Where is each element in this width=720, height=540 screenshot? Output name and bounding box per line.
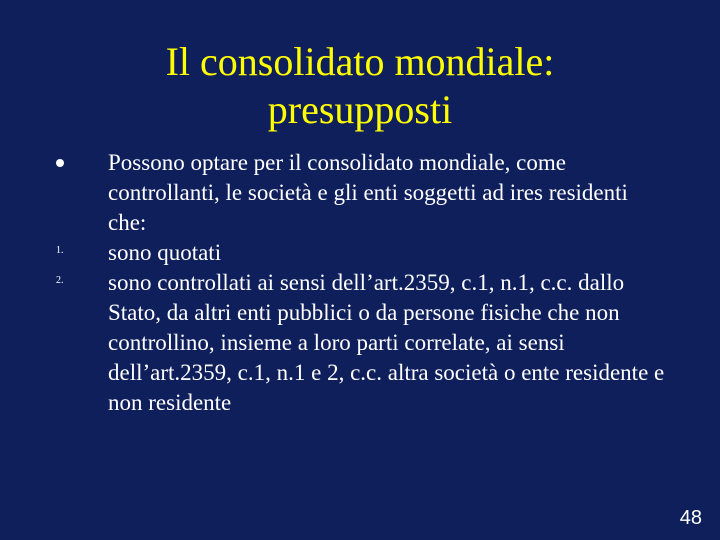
slide-title-line-1: Il consolidato mondiale: [165, 39, 555, 84]
slide-content [0, 148, 720, 418]
numbered-item-2 [0, 268, 668, 418]
numbered-item-1 [0, 238, 668, 268]
bullet-dot-icon [56, 159, 64, 167]
numbered-item-text: sono controllati ai sensi dell’art.2359, c.1, n.1, c.c. dallo Stato, da altri enti pubblici o da persone fisiche che non controllino, insieme a loro parti correlate, ai sensi dell’art.2359, c.1, n.1 e 2, c.c. altra società o ente residente e non residente [108, 270, 665, 415]
slide-title [60, 38, 660, 134]
page-number: 48 [679, 507, 702, 529]
number-marker: 1. [56, 245, 64, 256]
number-marker: 2. [56, 275, 64, 286]
bullet-item-intro [0, 148, 668, 238]
numbered-item-text: sono quotati [108, 240, 222, 265]
slide-title-line-2: presupposti [267, 87, 453, 132]
bullet-item-text: Possono optare per il consolidato mondiale, come controllanti, le società e gli enti soggetti ad ires residenti che: [108, 150, 628, 235]
